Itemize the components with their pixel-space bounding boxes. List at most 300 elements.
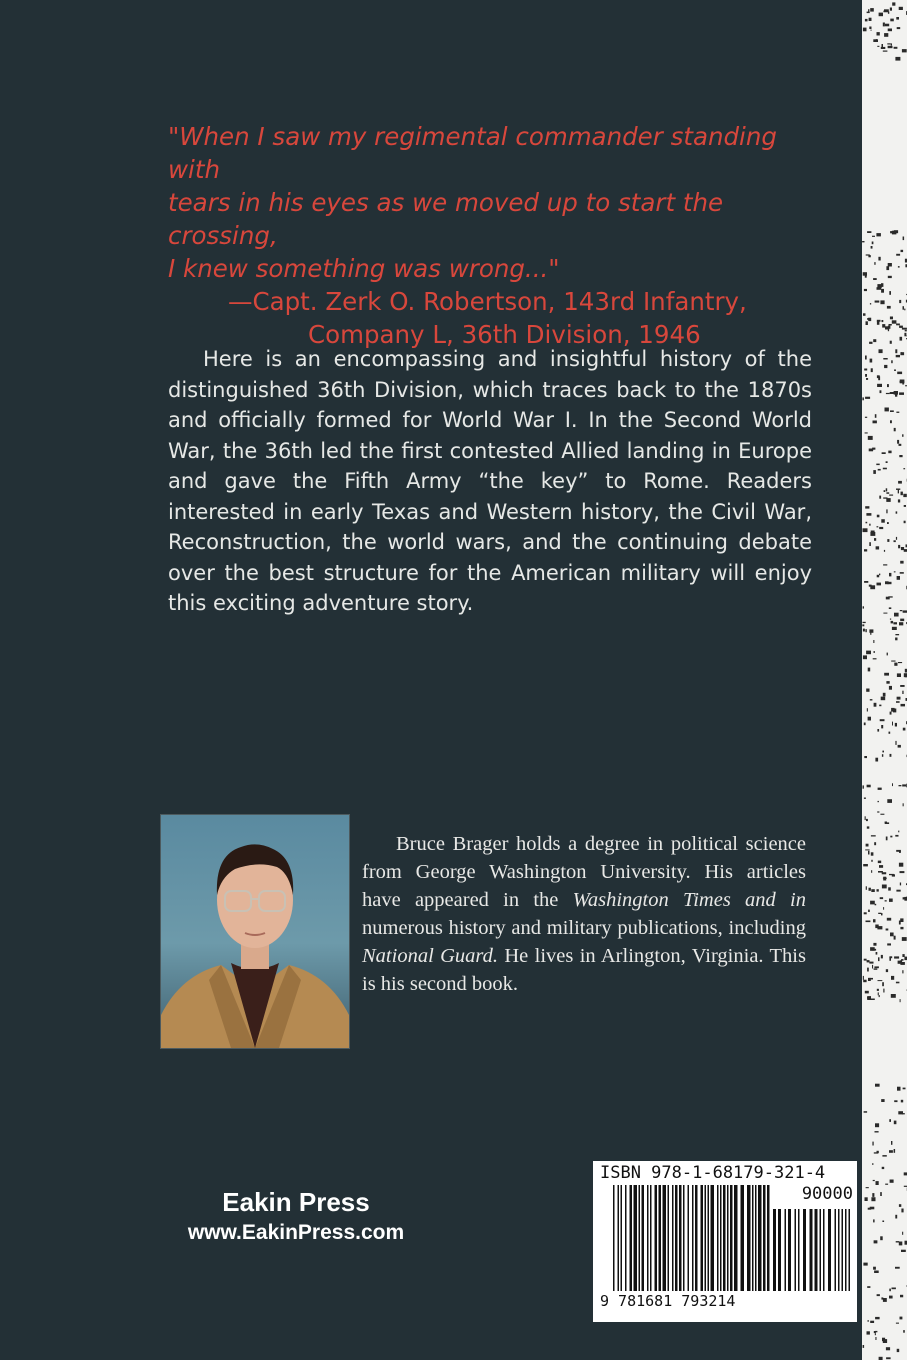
edge-speck [865,19,868,22]
edge-speck [903,728,906,731]
edge-speck [896,890,900,892]
edge-speck [890,754,892,757]
edge-speck [902,691,903,694]
edge-speck [891,994,896,998]
edge-speck [900,962,905,965]
edge-speck [894,663,897,666]
edge-speck [870,8,874,12]
edge-speck [885,900,887,901]
edge-speck [887,539,889,542]
edge-speck [877,583,882,586]
edge-speck [900,572,904,574]
edge-speck [865,374,867,377]
author-bio [362,830,806,998]
edge-speck [876,952,878,955]
edge-speck [889,899,893,902]
edge-speck [863,864,868,866]
edge-speck [867,785,871,788]
edge-speck [874,842,876,845]
edge-speck [890,19,894,22]
edge-speck [877,287,882,290]
edge-speck [895,57,900,61]
edge-speck [895,1267,900,1269]
edge-speck [864,959,867,961]
edge-speck [865,432,868,433]
edge-speck [882,982,884,986]
edge-speck [873,1180,875,1181]
edge-speck [904,521,906,524]
edge-speck [896,254,900,256]
edge-speck [874,966,879,968]
edge-speck [890,619,891,620]
edge-speck [902,1232,903,1235]
barcode-bar [625,1185,627,1291]
edge-speck [882,1221,884,1223]
edge-speck [897,440,899,444]
barcode-bar [717,1185,719,1291]
edge-speck [890,933,894,937]
edge-speck [866,522,868,524]
edge-speck [863,976,864,980]
edge-speck [869,18,872,21]
edge-speck [871,889,875,892]
edge-speck [883,693,886,697]
edge-speck [895,835,898,837]
edge-speck [868,318,871,321]
edge-speck [890,341,892,344]
edge-speck [883,468,887,470]
edge-speck [867,826,870,828]
edge-speck [866,886,867,890]
edge-speck [864,549,867,551]
edge-speck [880,1192,882,1196]
edge-speck [900,610,903,611]
edge-speck [870,901,875,905]
edge-speck [879,527,883,529]
edge-speck [877,321,880,325]
edge-speck [895,349,897,353]
edge-speck [878,469,881,471]
edge-speck [900,883,901,886]
edge-speck [898,266,900,268]
edge-speck [884,33,888,37]
edge-speck [886,393,890,394]
edge-speck [869,524,870,526]
barcode-bar [688,1185,690,1291]
edge-speck [869,342,872,344]
edge-speck [868,910,870,912]
edge-speck [877,729,879,732]
edge-speck [889,607,892,609]
edge-speck [899,863,903,867]
edge-speck [867,960,870,962]
edge-speck [879,865,883,868]
edge-speck [897,1087,901,1091]
edge-speck [882,872,887,874]
edge-speck [873,339,876,342]
edge-speck [883,23,885,27]
price-bar [798,1209,800,1291]
edge-speck [897,372,902,375]
edge-speck [878,913,881,914]
edge-speck [892,722,893,726]
edge-speck [886,597,890,600]
edge-speck [896,324,900,326]
edge-speck [874,1271,879,1274]
barcode-bar [741,1185,745,1291]
edge-speck [894,370,896,371]
edge-speck [896,701,900,703]
price-bar [788,1209,791,1291]
barcode-bar [723,1185,726,1291]
edge-speck [863,1263,867,1266]
edge-speck [876,464,879,466]
edge-speck [878,801,879,802]
edge-speck [869,962,873,964]
speckled-edge [862,0,907,1360]
edge-speck [875,1333,876,1335]
edge-speck [885,24,889,27]
edge-speck [873,278,877,280]
barcode-bar [758,1185,762,1291]
edge-speck [889,291,891,295]
edge-speck [899,785,902,786]
barcode-bar [679,1185,682,1291]
edge-speck [889,1119,891,1122]
edge-speck [899,7,903,10]
edge-speck [872,1163,873,1165]
edge-speck [890,1180,894,1183]
edge-speck [883,564,887,565]
edge-speck [870,303,871,304]
edge-speck [868,668,871,672]
edge-speck [864,369,867,371]
edge-speck [887,384,889,387]
edge-speck [893,709,896,713]
edge-speck [883,878,887,879]
edge-speck [897,697,901,700]
edge-speck [862,241,864,242]
edge-speck [887,306,891,309]
edge-speck [878,257,880,261]
price-bar [823,1209,825,1291]
edge-speck [865,849,869,850]
barcode-bar [659,1185,662,1291]
barcode-bar [634,1185,638,1291]
barcode-bar [683,1185,685,1291]
edge-speck [870,1321,874,1323]
edge-speck [872,1142,873,1146]
edge-speck [880,300,884,304]
price-bar [849,1209,851,1291]
edge-speck [884,490,886,492]
edge-speck [887,799,892,803]
edge-speck [900,685,904,687]
barcode-bar [767,1185,770,1291]
edge-speck [862,624,864,626]
edge-speck [881,725,883,728]
edge-speck [881,697,886,701]
edge-speck [894,571,896,572]
edge-speck [885,1184,888,1185]
edge-speck [877,889,879,891]
edge-speck [882,452,886,454]
edge-speck [894,540,896,542]
edge-speck [865,991,869,994]
price-bar [815,1209,818,1291]
edge-speck [899,921,901,925]
edge-speck [882,885,887,889]
edge-speck [875,904,877,906]
edge-speck [904,309,905,311]
edge-speck [877,384,882,387]
edge-speck [894,1121,897,1125]
quote-line-3: I knew something was wrong..." [168,254,560,283]
edge-speck [871,1197,875,1201]
edge-speck [888,451,891,454]
edge-speck [877,989,879,991]
edge-speck [873,640,874,643]
edge-speck [902,1113,905,1114]
price-bar [795,1209,797,1291]
edge-speck [864,798,866,799]
edge-speck [871,246,873,249]
edge-speck [897,576,900,580]
edge-speck [895,741,896,745]
edge-speck [878,376,880,380]
edge-speck [877,1294,880,1296]
edge-speck [873,39,878,42]
edge-speck [902,937,907,941]
edge-speck [892,783,893,786]
edge-speck [896,489,900,490]
edge-speck [875,414,877,418]
edge-speck [897,1349,900,1352]
edge-speck [886,492,889,494]
edge-speck [865,506,869,508]
edge-speck [894,391,898,395]
edge-speck [868,978,873,980]
edge-speck [863,272,867,276]
edge-speck [891,661,895,662]
edge-speck [882,320,884,322]
edge-speck [865,397,870,399]
edge-speck [875,301,880,303]
barcode-bar [642,1185,645,1291]
edge-speck [899,455,902,457]
edge-speck [867,1331,870,1334]
edge-speck [888,887,891,890]
edge-speck [903,610,907,612]
edge-speck [866,321,868,325]
edge-speck [898,831,899,833]
edge-speck [877,526,879,527]
edge-speck [875,1337,876,1340]
edge-speck [903,897,906,899]
edge-speck [886,681,889,684]
edge-speck [864,1111,868,1113]
edge-speck [886,461,888,463]
edge-speck [890,420,892,423]
price-bar [810,1209,813,1291]
edge-speck [881,955,883,959]
edge-speck [902,954,904,957]
edge-speck [877,811,879,812]
edge-speck [864,581,868,583]
bio-text-3: He lives in Arlington, Virginia. This is his second book. [362,945,806,995]
edge-speck [882,324,885,328]
edge-speck [866,651,871,655]
edge-speck [865,629,866,632]
edge-speck [881,1297,883,1299]
edge-speck [879,705,881,707]
edge-speck [888,46,893,48]
price-bar [785,1209,787,1291]
edge-speck [877,515,880,518]
edge-speck [888,326,891,329]
edge-speck [866,1187,869,1188]
edge-speck [878,957,880,961]
edge-speck [886,266,889,270]
edge-speck [863,606,864,608]
edge-speck [866,378,868,380]
barcode-bar [650,1185,652,1291]
edge-speck [902,383,904,384]
edge-speck [870,999,875,1001]
edge-speck [867,1286,870,1288]
edge-speck [883,613,887,614]
edge-speck [864,289,867,291]
edge-speck [900,380,905,384]
edge-speck [868,717,871,721]
edge-speck [895,638,897,641]
edge-speck [886,1347,890,1350]
edge-speck [894,1149,896,1153]
edge-speck [901,250,904,252]
edge-speck [902,970,903,973]
edge-speck [862,397,864,400]
edge-speck [901,492,903,496]
edge-speck [903,237,905,241]
edge-speck [901,704,906,707]
edge-speck [871,835,876,836]
edge-speck [895,1215,897,1219]
edge-speck [867,12,870,14]
edge-speck [881,47,886,49]
edge-speck [883,51,888,52]
edge-speck [871,30,872,31]
edge-speck [872,236,875,237]
edge-speck [900,927,903,929]
edge-speck [866,819,868,821]
edge-speck [879,496,881,499]
edge-speck [902,434,903,437]
edge-speck [880,897,883,899]
edge-speck [890,410,894,412]
barcode-bar [747,1185,751,1291]
ean-digits: 9 781681 793214 [600,1292,736,1310]
price-bar [803,1209,806,1291]
edge-speck [895,723,897,727]
edge-speck [886,929,889,931]
edge-speck [886,837,888,841]
barcode-bar [621,1185,623,1291]
edge-speck [903,494,907,497]
edge-speck [887,522,889,524]
edge-speck [903,468,905,469]
bio-italic-2: National Guard. [362,945,499,967]
edge-speck [892,1288,896,1290]
edge-speck [884,673,889,676]
edge-speck [877,32,880,35]
edge-speck [894,956,899,958]
edge-speck [899,300,901,303]
edge-speck [890,231,894,233]
edge-speck [873,1219,875,1222]
edge-speck [870,699,873,700]
barcode-bar [705,1185,707,1291]
edge-speck [889,686,892,690]
edge-speck [901,1100,903,1103]
edge-speck [901,352,902,354]
barcode-bar [663,1185,667,1291]
edge-speck [900,619,904,622]
quote-attribution-1: —Capt. Zerk O. Robertson, 143rd Infantry, [228,287,747,316]
edge-speck [889,732,891,734]
price-bar [842,1209,844,1291]
pull-quote [168,120,828,351]
edge-speck [892,2,895,5]
edge-speck [901,1250,906,1252]
edge-speck [903,1088,906,1090]
edge-speck [883,989,884,993]
barcode-bar [695,1185,698,1291]
edge-speck [880,814,884,815]
edge-speck [874,1240,878,1243]
edge-speck [870,532,875,536]
barcode-bar [672,1185,674,1291]
barcode-bar [763,1185,766,1291]
edge-speck [875,1084,880,1087]
edge-speck [885,581,889,584]
price-bar [778,1209,781,1291]
edge-speck [880,1236,883,1240]
edge-speck [889,573,891,577]
price-bar [838,1209,840,1291]
edge-speck [878,980,883,981]
edge-speck [873,919,876,922]
edge-speck [894,613,899,617]
barcode-bar [720,1185,722,1291]
edge-speck [894,230,898,233]
edge-speck [888,263,892,267]
book-description: Here is an encompassing and insightful history of the distinguished 36th Division, which traces back to the 1870s and officially formed for World War I. In the Second World War, the 36th led the first contested Allied landing in Europe and gave the Fifth Army “the key” to Rome. Readers interested in early Texas and Western history, the Civil War, Reconstruction, the world wars, and the continuing debate over the best structure for the American military will enjoy this exciting adventure story. [168,347,812,615]
edge-speck [899,444,902,446]
edge-speck [898,745,901,748]
edge-speck [867,231,871,233]
publisher-url: www.EakinPress.com [187,1221,405,1244]
quote-attribution-2: Company L, 36th Division, 1946 [308,320,701,349]
edge-speck [901,1209,903,1213]
edge-speck [888,328,889,331]
price-bar [773,1209,776,1291]
edge-speck [875,925,878,929]
quote-line-1: "When I saw my regimental commander standing with [168,122,777,184]
edge-speck [903,306,905,310]
barcode-bar [730,1185,733,1291]
publisher-name: Eakin Press [222,1187,370,1217]
edge-speck [875,1123,879,1127]
